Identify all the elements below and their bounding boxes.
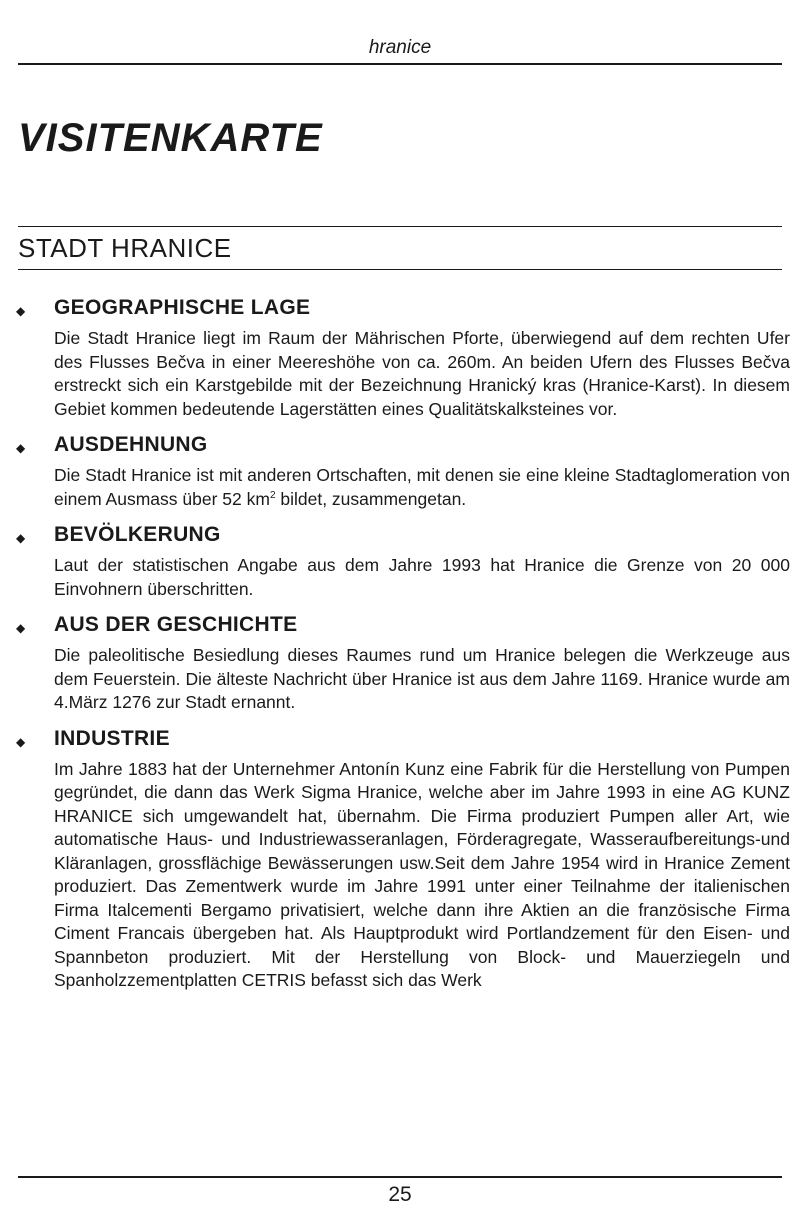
page-title: VISITENKARTE	[18, 116, 323, 160]
diamond-bullet-icon: ◆	[16, 734, 26, 749]
entry-heading: INDUSTRIE	[54, 726, 170, 750]
diamond-bullet-icon: ◆	[16, 621, 26, 635]
entry-heading: GEOGRAPHISCHE LAGE	[54, 296, 311, 319]
content-body	[16, 296, 790, 1005]
entry-text: Die Stadt Hranice liegt im Raum der Mährischen Pforte, überwiegend auf dem rechten Ufer des Flusses Bečva in einer Meereshöhe von ca. 260m. An beiden Ufern des Flusses Bečva erstreckt sich ein Karstgebilde mit der Bezeichnung Hranický kras (Hranice-Karst). In diesem Gebiet kommen bedeutende Lagerstätten eines Qualitätskalksteines vor.	[54, 328, 790, 419]
entry-geschichte	[16, 613, 790, 715]
entry-text-part: bildet, zusammengetan.	[275, 488, 467, 509]
entry-text: Die paleolitische Besiedlung dieses Raumes rund um Hranice belegen die Werkzeuge aus dem Feuerstein. Die älteste Nachricht über Hranice ist aus dem Jahre 1169. Hranice wurde am 4.März 1276 zur Stadt ernannt.	[54, 645, 790, 712]
entry-text-part: Die Stadt Hranice ist mit anderen Ortschaften, mit denen sie eine kleine Stadtaglomeration von einem Ausmass über 52 km	[54, 465, 790, 509]
header-rule	[18, 63, 782, 65]
entry-heading: BEVÖLKERUNG	[54, 523, 221, 546]
diamond-bullet-icon: ◆	[16, 441, 26, 455]
entry-text: Laut der statistischen Angabe aus dem Jahre 1993 hat Hranice die Grenze von 20 000 Einvohnern überschritten.	[54, 555, 790, 599]
entry-heading: AUS DER GESCHICHTE	[54, 613, 298, 636]
entry-bevoelkerung	[16, 523, 790, 601]
entry-text	[54, 464, 790, 511]
diamond-bullet-icon: ◆	[16, 304, 26, 318]
entry-text: Im Jahre 1883 hat der Unternehmer Antonín Kunz eine Fabrik für die Herstellung von Pumpen gegründet, die dann das Werk Sigma Hranice, welche aber im Jahre 1993 in eine AG KUNZ HRANICE sich umgewandelt hat, übernahm. Die Firma produziert Pumpen aller Art, wie automatische Haus- und Industriewasseranlagen, Förderagregate, Wasseraufbereitungs-und Kläranlagen, grossflächige Bewässerungen usw.Seit dem Jahre 1954 wird in Hranice Zement produziert. Das Zementwerk wurde im Jahre 1991 unter einer Teilnahme der italienischen Firma Italcementi Bergamo privatisiert, welche dann ihre Aktien an die französische Firma Ciment Francais übergeben hat. Als Hauptprodukt wird Portlandzement für den Eisen- und Spannbeton produziert. Mit der Herstellung von Block- und Mauerziegeln und Spanholzzementplatten CETRIS befasst sich das Werk	[54, 758, 790, 990]
page-number: 25	[388, 1183, 412, 1206]
entry-heading: AUSDEHNUNG	[54, 433, 208, 456]
entry-geographische-lage	[16, 296, 790, 421]
diamond-bullet-icon: ◆	[16, 531, 26, 545]
section-rule-bottom	[18, 269, 782, 270]
entry-industrie	[16, 727, 790, 993]
area-unit-superscript: 2	[269, 489, 276, 501]
footer-rule	[18, 1176, 782, 1178]
section-title: STADT HRANICE	[18, 233, 232, 263]
section-rule-top	[18, 226, 782, 227]
running-header: hranice	[368, 37, 432, 58]
entry-ausdehnung	[16, 433, 790, 511]
